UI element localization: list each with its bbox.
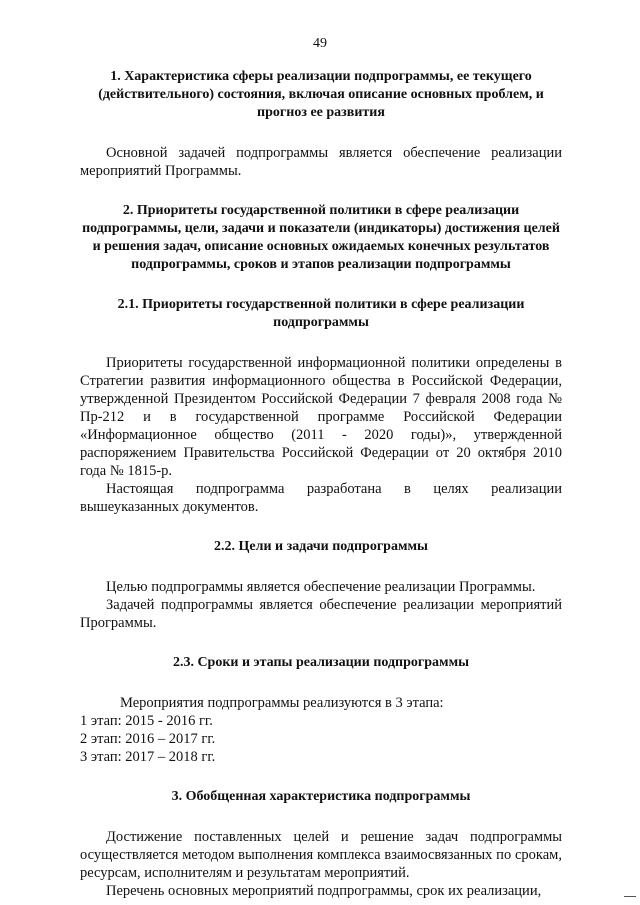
section-3-paragraph-2: Перечень основных мероприятий подпрограммы, срок их реализации, [106, 883, 542, 899]
section-3-heading: 3. Обобщенная характеристика подпрограммы [171, 789, 471, 804]
section-2-1-heading: 2.1. Приоритеты государственной политики в сфере реализации подпрограммы [117, 297, 525, 330]
section-1-heading: 1. Характеристика сферы реализации подпрограммы, ее текущего (действительного) состояния, включая описание основных проблем, и прогноз ее развития [98, 69, 544, 120]
section-2-2-paragraph-1: Целью подпрограммы является обеспечение реализации Программы. [106, 579, 536, 595]
section-2-3-intro: Мероприятия подпрограммы реализуются в 3 этапа: [120, 695, 444, 711]
page-content [80, 68, 562, 900]
section-1-paragraph: Основной задачей подпрограммы является обеспечение реализации мероприятий Программы. [80, 145, 562, 179]
section-2-heading: 2. Приоритеты государственной политики в сфере реализации подпрограммы, цели, задачи и показатели (индикаторы) достижения целей и решения задач, описание основных ожидаемых конечных результатов подпрограммы, сроков и этапов реализации подпрограммы [82, 203, 560, 272]
section-2-1-paragraph-1: Приоритеты государственной информационной политики определены в Стратегии развития информационного общества в Российской Федерации, утвержденной Президентом Российской Федерации 7 февраля 2008 года № Пр-212 и в государственной программе Российской Федерации «Информационное общество (2011 - 2020 годы)», утвержденной распоряжением Правительства Российской Федерации от 20 октября 2010 года № 1815-р. [80, 355, 562, 479]
stage-item-3: 3 этап: 2017 – 2018 гг. [80, 749, 216, 765]
section-2-1-paragraph-2: Настоящая подпрограмма разработана в целях реализации вышеуказанных документов. [80, 481, 562, 515]
page-number: 49 [313, 36, 327, 51]
section-2-2-heading: 2.2. Цели и задачи подпрограммы [214, 539, 428, 554]
section-3-paragraph-1: Достижение поставленных целей и решение задач подпрограммы осуществляется методом выполнения комплекса взаимосвязанных по срокам, ресурсам, исполнителям и результатам мероприятий. [80, 829, 562, 881]
scan-corner-mark [624, 896, 636, 897]
section-2-3-heading: 2.3. Сроки и этапы реализации подпрограммы [172, 655, 470, 670]
stage-item-1: 1 этап: 2015 - 2016 гг. [80, 713, 213, 729]
stage-item-2: 2 этап: 2016 – 2017 гг. [80, 731, 216, 747]
section-2-2-paragraph-2: Задачей подпрограммы является обеспечение реализации мероприятий Программы. [80, 597, 562, 631]
